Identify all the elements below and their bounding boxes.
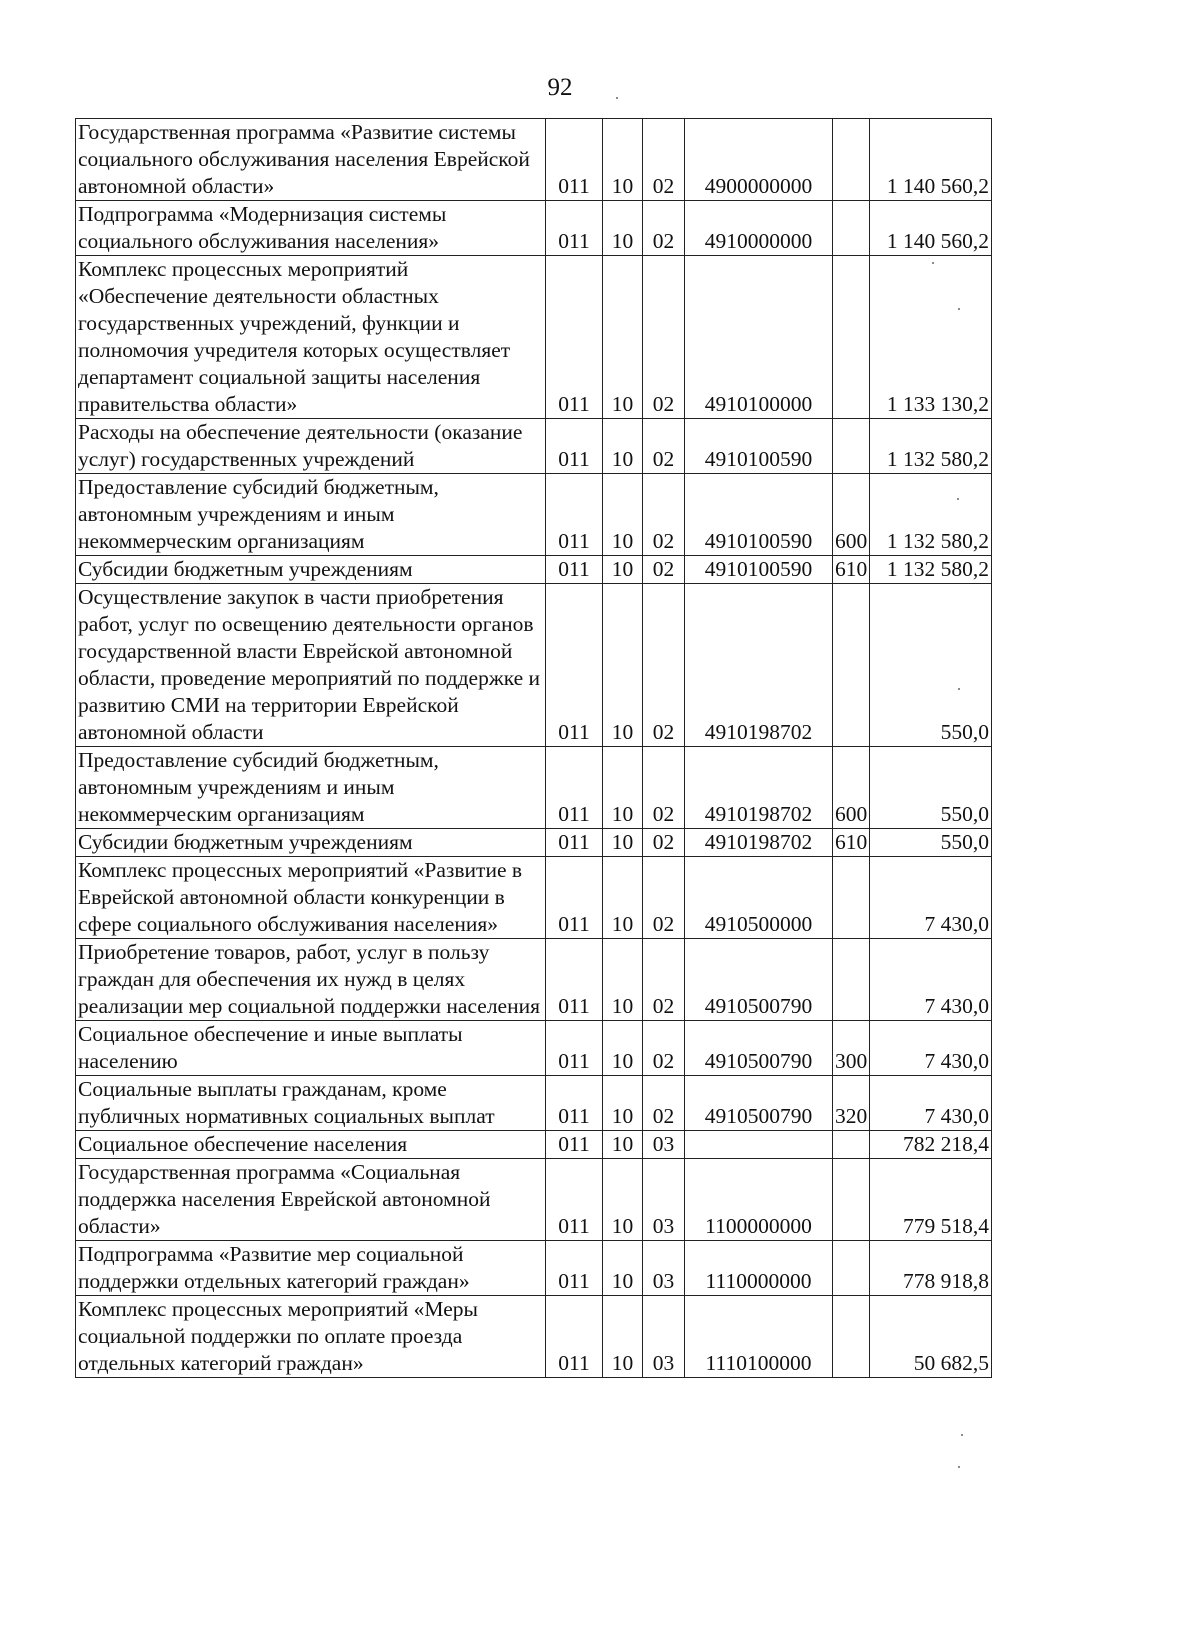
amount-cell: 7 430,0 [870, 857, 992, 939]
row-name-cell: Приобретение товаров, работ, услуг в пользу граждан для обеспечения их нужд в целях реализации мер социальной поддержки населения [76, 939, 546, 1021]
ministry-code-cell: 011 [546, 747, 603, 829]
table-row [76, 1021, 992, 1076]
scan-speck [958, 1466, 960, 1468]
row-name-cell: Социальное обеспечение населения [76, 1131, 546, 1159]
target-article-cell: 4910100000 [685, 256, 833, 419]
subsection-code-cell: 02 [643, 857, 685, 939]
ministry-code-cell: 011 [546, 419, 603, 474]
expense-type-cell [833, 584, 870, 747]
expense-type-cell [833, 1131, 870, 1159]
section-code-cell: 10 [603, 829, 643, 857]
scan-speck [957, 498, 959, 500]
expense-type-cell [833, 857, 870, 939]
target-article-cell: 4910500790 [685, 939, 833, 1021]
ministry-code-cell: 011 [546, 1021, 603, 1076]
table-row [76, 556, 992, 584]
ministry-code-cell: 011 [546, 584, 603, 747]
amount-cell: 7 430,0 [870, 1021, 992, 1076]
subsection-code-cell: 02 [643, 584, 685, 747]
expense-type-cell [833, 419, 870, 474]
table-row [76, 1159, 992, 1241]
amount-cell: 1 132 580,2 [870, 556, 992, 584]
target-article-cell [685, 1131, 833, 1159]
subsection-code-cell: 02 [643, 201, 685, 256]
subsection-code-cell: 02 [643, 474, 685, 556]
section-code-cell: 10 [603, 119, 643, 201]
row-name-cell: Субсидии бюджетным учреждениям [76, 556, 546, 584]
ministry-code-cell: 011 [546, 1241, 603, 1296]
subsection-code-cell: 03 [643, 1159, 685, 1241]
section-code-cell: 10 [603, 1021, 643, 1076]
row-name-cell: Государственная программа «Социальная поддержка населения Еврейской автономной области» [76, 1159, 546, 1241]
expense-type-cell [833, 1159, 870, 1241]
table-row [76, 474, 992, 556]
section-code-cell: 10 [603, 1131, 643, 1159]
section-code-cell: 10 [603, 1296, 643, 1378]
page-number: 92 [547, 74, 573, 101]
subsection-code-cell: 02 [643, 256, 685, 419]
expense-type-cell: 600 [833, 747, 870, 829]
section-code-cell: 10 [603, 556, 643, 584]
table-row [76, 747, 992, 829]
ministry-code-cell: 011 [546, 556, 603, 584]
scan-speck [958, 308, 960, 310]
row-name-cell: Комплекс процессных мероприятий «Развитие в Еврейской автономной области конкуренции в сфере социального обслуживания населения» [76, 857, 546, 939]
ministry-code-cell: 011 [546, 1159, 603, 1241]
subsection-code-cell: 02 [643, 556, 685, 584]
amount-cell: 550,0 [870, 829, 992, 857]
expense-type-cell: 610 [833, 556, 870, 584]
table-row [76, 419, 992, 474]
target-article-cell: 1110100000 [685, 1296, 833, 1378]
table-row [76, 201, 992, 256]
expense-type-cell [833, 201, 870, 256]
subsection-code-cell: 02 [643, 939, 685, 1021]
scan-speck [616, 97, 618, 99]
expense-type-cell: 600 [833, 474, 870, 556]
table-row [76, 1296, 992, 1378]
row-name-cell: Социальные выплаты гражданам, кроме публичных нормативных социальных выплат [76, 1076, 546, 1131]
section-code-cell: 10 [603, 419, 643, 474]
expense-type-cell: 610 [833, 829, 870, 857]
target-article-cell: 4910198702 [685, 747, 833, 829]
table-row [76, 119, 992, 201]
expense-type-cell [833, 256, 870, 419]
amount-cell: 1 132 580,2 [870, 474, 992, 556]
table-row [76, 1076, 992, 1131]
table-row [76, 939, 992, 1021]
subsection-code-cell: 03 [643, 1296, 685, 1378]
expense-type-cell [833, 1241, 870, 1296]
ministry-code-cell: 011 [546, 1076, 603, 1131]
section-code-cell: 10 [603, 256, 643, 419]
amount-cell: 1 140 560,2 [870, 201, 992, 256]
target-article-cell: 4900000000 [685, 119, 833, 201]
amount-cell: 7 430,0 [870, 939, 992, 1021]
amount-cell: 50 682,5 [870, 1296, 992, 1378]
row-name-cell: Расходы на обеспечение деятельности (оказание услуг) государственных учреждений [76, 419, 546, 474]
expense-type-cell [833, 939, 870, 1021]
subsection-code-cell: 03 [643, 1241, 685, 1296]
row-name-cell: Комплекс процессных мероприятий «Меры социальной поддержки по оплате проезда отдельных категорий граждан» [76, 1296, 546, 1378]
ministry-code-cell: 011 [546, 939, 603, 1021]
section-code-cell: 10 [603, 939, 643, 1021]
section-code-cell: 10 [603, 857, 643, 939]
row-name-cell: Комплекс процессных мероприятий «Обеспечение деятельности областных государственных учреждений, функции и полномочия учредителя которых осуществляет департамент социальной защиты населения правительства области» [76, 256, 546, 419]
ministry-code-cell: 011 [546, 119, 603, 201]
section-code-cell: 10 [603, 584, 643, 747]
table-row [76, 1131, 992, 1159]
amount-cell: 1 140 560,2 [870, 119, 992, 201]
target-article-cell: 4910500790 [685, 1021, 833, 1076]
amount-cell: 550,0 [870, 747, 992, 829]
scan-speck [958, 688, 960, 690]
section-code-cell: 10 [603, 1159, 643, 1241]
section-code-cell: 10 [603, 1076, 643, 1131]
amount-cell: 778 918,8 [870, 1241, 992, 1296]
section-code-cell: 10 [603, 201, 643, 256]
expense-type-cell [833, 1296, 870, 1378]
subsection-code-cell: 02 [643, 829, 685, 857]
row-name-cell: Подпрограмма «Модернизация системы социального обслуживания населения» [76, 201, 546, 256]
row-name-cell: Государственная программа «Развитие системы социального обслуживания населения Еврейской автономной области» [76, 119, 546, 201]
row-name-cell: Субсидии бюджетным учреждениям [76, 829, 546, 857]
table-row [76, 584, 992, 747]
amount-cell: 782 218,4 [870, 1131, 992, 1159]
section-code-cell: 10 [603, 474, 643, 556]
target-article-cell: 4910100590 [685, 474, 833, 556]
ministry-code-cell: 011 [546, 201, 603, 256]
ministry-code-cell: 011 [546, 1296, 603, 1378]
subsection-code-cell: 03 [643, 1131, 685, 1159]
subsection-code-cell: 02 [643, 747, 685, 829]
table-row [76, 857, 992, 939]
row-name-cell: Предоставление субсидий бюджетным, автономным учреждениям и иным некоммерческим организациям [76, 747, 546, 829]
row-name-cell: Подпрограмма «Развитие мер социальной поддержки отдельных категорий граждан» [76, 1241, 546, 1296]
ministry-code-cell: 011 [546, 474, 603, 556]
amount-cell: 7 430,0 [870, 1076, 992, 1131]
ministry-code-cell: 011 [546, 256, 603, 419]
target-article-cell: 4910500790 [685, 1076, 833, 1131]
section-code-cell: 10 [603, 1241, 643, 1296]
target-article-cell: 4910198702 [685, 584, 833, 747]
expense-type-cell: 320 [833, 1076, 870, 1131]
table-row [76, 256, 992, 419]
expense-type-cell: 300 [833, 1021, 870, 1076]
target-article-cell: 4910198702 [685, 829, 833, 857]
table-row [76, 1241, 992, 1296]
target-article-cell: 4910100590 [685, 556, 833, 584]
table-row [76, 829, 992, 857]
row-name-cell: Социальное обеспечение и иные выплаты населению [76, 1021, 546, 1076]
subsection-code-cell: 02 [643, 119, 685, 201]
ministry-code-cell: 011 [546, 1131, 603, 1159]
target-article-cell: 1100000000 [685, 1159, 833, 1241]
budget-table-body [76, 119, 992, 1378]
scan-speck [932, 262, 934, 264]
row-name-cell: Осуществление закупок в части приобретения работ, услуг по освещению деятельности органов государственной власти Еврейской автономной области, проведение мероприятий по поддержке и развитию СМИ на территории Еврейской автономной области [76, 584, 546, 747]
target-article-cell: 1110000000 [685, 1241, 833, 1296]
row-name-cell: Предоставление субсидий бюджетным, автономным учреждениям и иным некоммерческим организациям [76, 474, 546, 556]
ministry-code-cell: 011 [546, 829, 603, 857]
target-article-cell: 4910500000 [685, 857, 833, 939]
amount-cell: 779 518,4 [870, 1159, 992, 1241]
subsection-code-cell: 02 [643, 1076, 685, 1131]
ministry-code-cell: 011 [546, 857, 603, 939]
amount-cell: 1 133 130,2 [870, 256, 992, 419]
subsection-code-cell: 02 [643, 419, 685, 474]
target-article-cell: 4910100590 [685, 419, 833, 474]
expense-type-cell [833, 119, 870, 201]
subsection-code-cell: 02 [643, 1021, 685, 1076]
section-code-cell: 10 [603, 747, 643, 829]
target-article-cell: 4910000000 [685, 201, 833, 256]
scan-speck [961, 1434, 963, 1436]
amount-cell: 1 132 580,2 [870, 419, 992, 474]
budget-table [75, 118, 992, 1378]
amount-cell: 550,0 [870, 584, 992, 747]
